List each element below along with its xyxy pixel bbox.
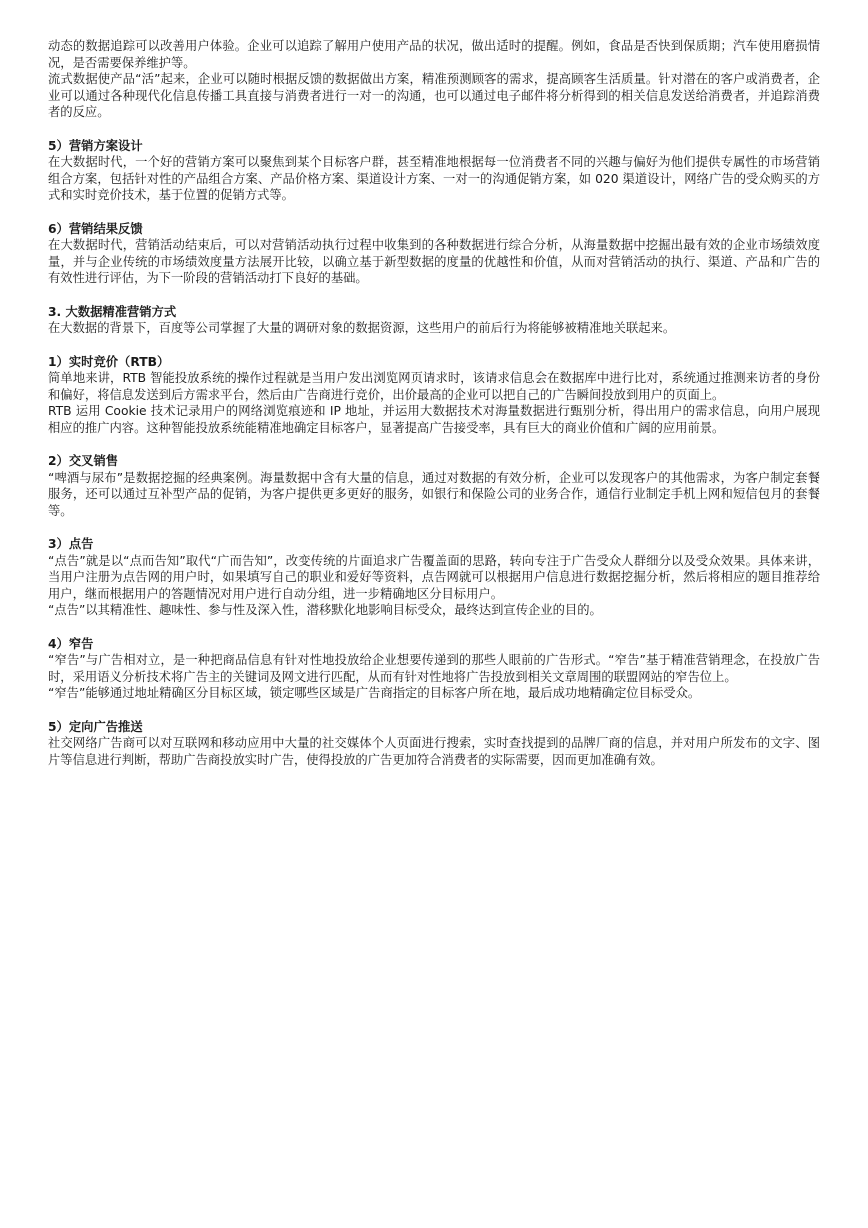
section-heading: 5）定向广告推送 [48,719,143,734]
section-heading: 2）交叉销售 [48,454,119,468]
section-marketing-feedback [48,221,820,287]
paragraph: 社交网络广告商可以对互联网和移动应用中大量的社交媒体个人页面进行搜索，实时查找提到的品牌厂商的信息，并对用户所发布的文字、图片等信息进行判断，帮助广告商投放实时广告，使得投放的广告更加符合消费者的实际需要，因而更加准确有效。 [48,736,820,767]
paragraph: “点告”以其精准性、趣味性、参与性及深入性，潜移默化地影响目标受众，最终达到宣传企业的目的。 [48,603,602,617]
section-dian-gao [48,536,820,619]
section-precision-methods [48,304,820,337]
section-marketing-plan [48,138,820,204]
paragraph: “啤酒与尿布”是数据挖掘的经典案例。海量数据中含有大量的信息，通过对数据的有效分析，企业可以发现客户的其他需求，为客户制定套餐服务，还可以通过互补型产品的促销，为客户提供更多更好的服务，如银行和保险公司的业务合作，通信行业制定手机上网和短信包月的套餐等。 [48,470,820,518]
paragraph: “点告”就是以“点而告知”取代“广而告知”，改变传统的片面追求广告覆盖面的思路，转向专注于广告受众人群细分以及受众效果。具体来讲，当用户注册为点告网的用户时，如果填写自己的职业和爱好等资料，点告网就可以根据用户信息进行数据挖掘分析，然后将相应的题目推荐给用户，继而根据用户的答题情况对用户进行自动分组，进一步精确地区分目标用户。 [48,553,820,601]
paragraph: 在大数据的背景下，百度等公司掌握了大量的调研对象的数据资源，这些用户的前后行为将能够被精准地关联起来。 [48,321,676,335]
paragraph: “窄告”与广告相对立，是一种把商品信息有针对性地投放给企业想要传递到的那些人眼前的广告形式。“窄告”基于精准营销理念，在投放广告时，采用语义分析技术将广告主的关键词及网文进行匹配，从而有针对性地将广告投放到相关文章周围的联盟网站的窄告位上。 [48,653,820,684]
section-heading: 6）营销结果反馈 [48,221,143,236]
section-rtb [48,354,820,437]
section-heading: 3）点告 [48,537,94,551]
paragraph: 在大数据时代，一个好的营销方案可以聚焦到某个目标客户群，甚至精准地根据每一位消费者不同的兴趣与偏好为他们提供专属性的市场营销组合方案，包括针对性的产品组合方案、产品价格方案、渠道设计方案、一对一的沟通促销方案，如 020 渠道设计，网络广告的受众购买的方式和实时竞价技术，基于位置的促销方式等。 [48,155,820,202]
section-heading: 3. 大数据精准营销方式 [48,304,177,319]
paragraph: 流式数据使产品“活”起来，企业可以随时根据反馈的数据做出方案，精准预测顾客的需求，提高顾客生活质量。针对潜在的客户或消费者，企业可以通过各种现代化信息传播工具直接与消费者进行一对一的沟通，也可以通过电子邮件将分析得到的相关信息发送给消费者，并追踪消费者的反应。 [48,72,820,119]
paragraph: 简单地来讲，RTB 智能投放系统的操作过程就是当用户发出浏览网页请求时，该请求信息会在数据库中进行比对，系统通过推测来访者的身份和偏好，将信息发送到后方需求平台，然后由广告商进行竞价，出价最高的企业可以把自己的广告瞬间投放到用户的页面上。 [48,371,820,402]
section-heading: 5）营销方案设计 [48,138,143,153]
paragraph: “窄告”能够通过地址精确区分目标区域，锁定哪些区域是广告商指定的目标客户所在地，最后成功地精确定位目标受众。 [48,686,701,700]
intro-block [48,38,820,121]
section-heading: 4）窄告 [48,636,94,651]
section-zhai-gao [48,636,820,702]
section-cross-selling [48,453,820,519]
paragraph: 在大数据时代，营销活动结束后，可以对营销活动执行过程中收集到的各种数据进行综合分析，从海量数据中挖掘出最有效的企业市场绩效度量，并与企业传统的市场绩效度量方法展开比较，以确立基于新型数据的度量的优越性和价值，从而对营销活动的执行、渠道、产品和广告的有效性进行评估，为下一阶段的营销活动打下良好的基础。 [48,238,820,285]
section-heading: 1）实时竞价（RTB） [48,354,170,369]
paragraph: 动态的数据追踪可以改善用户体验。企业可以追踪了解用户使用产品的状况，做出适时的提醒。例如，食品是否快到保质期；汽车使用磨损情况，是否需要保养维护等。 [48,39,820,70]
section-targeted-ads [48,719,820,769]
paragraph: RTB 运用 Cookie 技术记录用户的网络浏览痕迹和 IP 地址，并运用大数据技术对海量数据进行甄别分析，得出用户的需求信息，向用户展现相应的推广内容。这种智能投放系统能精准地确定目标客户，显著提高广告接受率，具有巨大的商业价值和广阔的应用前景。 [48,404,820,435]
